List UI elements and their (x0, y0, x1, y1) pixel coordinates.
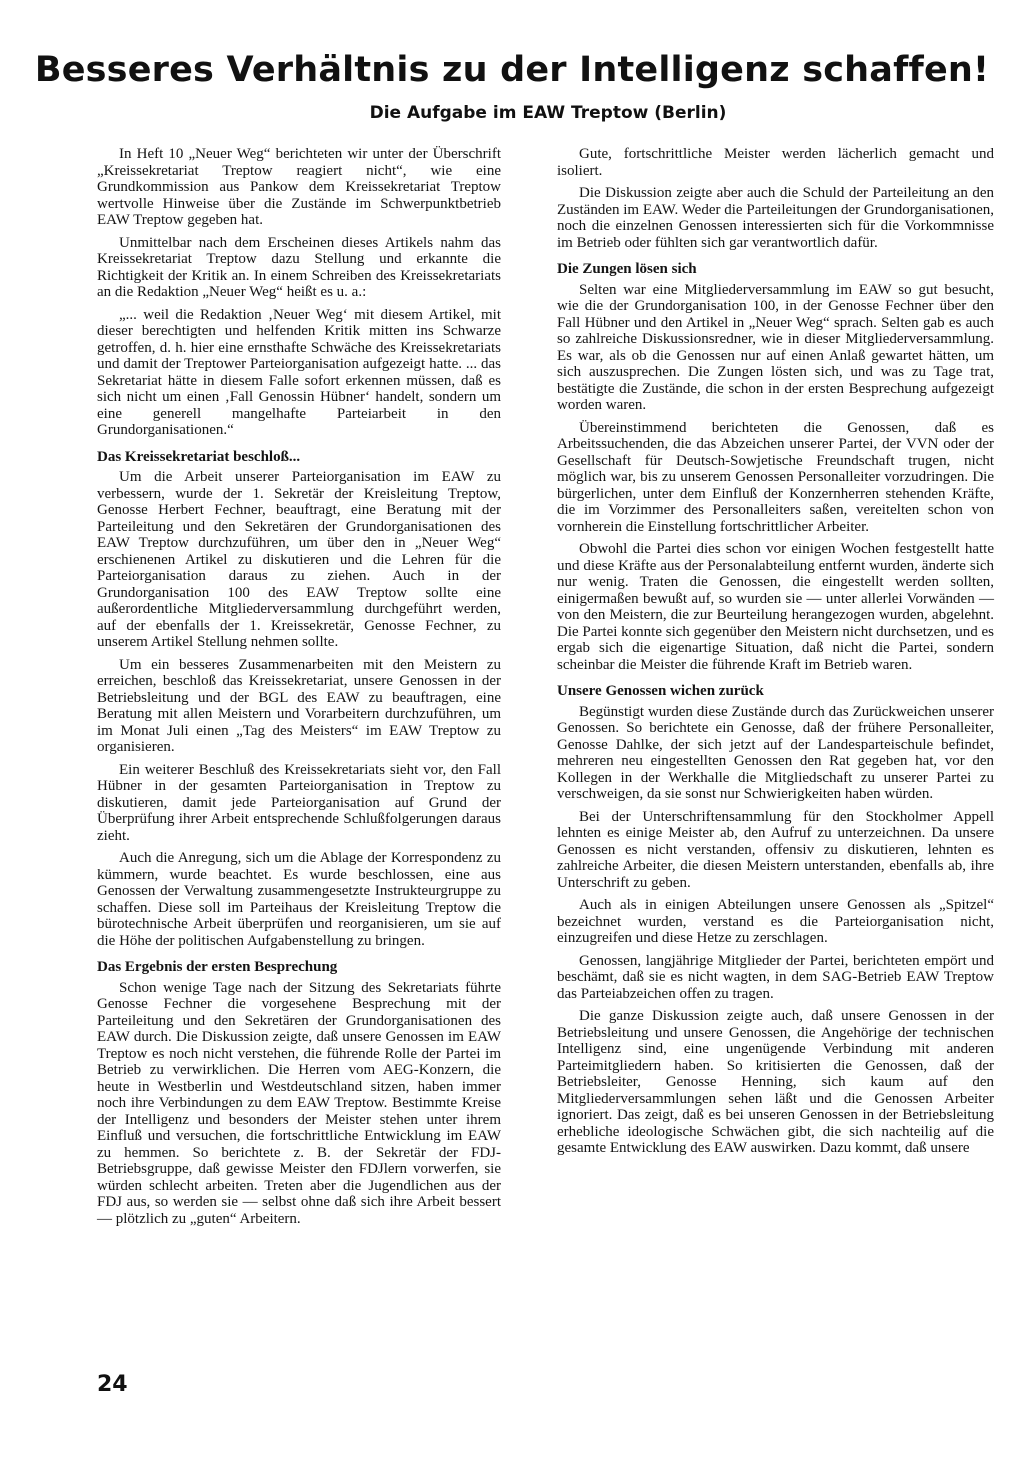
paragraph: Die ganze Diskussion zeigte auch, daß unsere Genossen in der Betriebsleitung und unsere Genossen, die Angehörige der technischen Intelligenz sind, eine ungenügende Verbindung mit anderen Parteimitgliedern haben. So kritisierten die Genossen, daß der Betriebsleiter, Genosse Henning, sich kaum auf den Mitgliederversammlungen sehen läßt und die Genossen Arbeiter ignoriert. Das zeigt, daß es bei unseren Genossen in der Betriebsleitung erhebliche ideologische Schwächen gibt, die sich nachteilig auf die gesamte Entwicklung des EAW auswirken. Dazu kommt, daß unsere (557, 1008, 994, 1156)
section-heading: Unsere Genossen wichen zurück (557, 683, 764, 699)
article-subtitle: Die Aufgabe im EAW Treptow (Berlin) (369, 103, 727, 123)
paragraph: Genossen, langjährige Mitglieder der Partei, berichteten empört und beschämt, daß sie es nicht wagten, in dem SAG-Betrieb EAW Treptow das Parteiabzeichen offen zu tragen. (557, 952, 994, 1002)
paragraph: Gute, fortschrittliche Meister werden lächerlich gemacht und isoliert. (557, 146, 994, 179)
paragraph: Obwohl die Partei dies schon vor einigen Wochen festgestellt hatte und diese Kräfte aus der Personalabteilung entfernt wurden, änderte sich nur wenig. Traten die Genossen, die eingestellt werden sollten, einigermaßen bewußt auf, so wurden sie — unter allerlei Vorwänden — von den Meistern, die zur Beurteilung herangezogen wurden, abgelehnt. Die Partei konnte sich gegenüber den Meistern nicht durchsetzen, und es ergab sich die eigenartige Situation, daß nicht die Partei, sondern scheinbar die Meister die führende Kraft im Betrieb waren. (557, 541, 994, 673)
paragraph: Selten war eine Mitgliederversammlung im EAW so gut besucht, wie die der Grundorganisation 100, in der Genosse Fechner über den Fall Hübner und den Artikel in „Neuer Weg“ sprach. Selten gab es auch so zahlreiche Diskussionsredner, wie in dieser Mitgliederversammlung. Es war, als ob die Genossen nur auf einen Anlaß gewartet hätten, um sich auszusprechen. Die Zungen lösten sich, und was zu Tage trat, bestätigte die Zustände, die schon in der ersten Besprechung aufgezeigt worden waren. (557, 281, 994, 413)
page-number: 24 (97, 1372, 128, 1397)
section-heading: Das Ergebnis der ersten Besprechung (97, 959, 338, 975)
quote-paragraph: „... weil die Redaktion ‚Neuer Weg‘ mit diesem Artikel, mit dieser berechtigten und helfenden Kritik mitten ins Schwarze getroffen, d. h. hier eine ernsthafte Schwäche des Kreissekretariats und damit der Treptower Parteiorganisation aufgezeigt hatte. ... das Sekretariat hätte in diesem Falle sofort erkennen müssen, daß es sich nicht um einen ‚Fall Genossin Hübner‘ handelt, sondern um eine generell mangelhafte Parteiarbeit in den Grundorganisationen.“ (97, 306, 501, 438)
section-heading: Die Zungen lösen sich (557, 261, 697, 277)
paragraph: Übereinstimmend berichteten die Genossen, daß es Arbeitssuchenden, die das Abzeichen unserer Partei, der VVN oder der Gesellschaft für Deutsch-Sowjetische Freundschaft trugen, nicht möglich war, bis zu unserem Genossen Personalleiter vorzudringen. Die bürgerlichen, unter dem Einfluß der Konzernherren stehenden Kräfte, die im Vorzimmer des Personalleiters saßen, vereitelten schon von vornherein die Einstellung fortschrittlicher Arbeiter. (557, 419, 994, 535)
article-title: Besseres Verhältnis zu der Intelligenz schaffen! (34, 50, 990, 90)
paragraph: In Heft 10 „Neuer Weg“ berichteten wir unter der Überschrift „Kreissekretariat Treptow reagiert nicht“, wie eine Grundkommission aus Pankow dem Kreissekretariat Treptow wertvolle Hinweise über die Zustände im Schwerpunktbetrieb EAW Treptow gegeben hat. (97, 146, 501, 228)
paragraph: Um ein besseres Zusammenarbeiten mit den Meistern zu erreichen, beschloß das Kreissekretariat, unsere Genossen in der Betriebsleitung und der BGL des EAW zu beauftragen, eine Beratung mit allen Meistern und Vorarbeitern durchzuführen, um im Monat Juli einen „Tag des Meisters“ im EAW Treptow zu organisieren. (97, 656, 501, 755)
paragraph: Um die Arbeit unserer Parteiorganisation im EAW zu verbessern, wurde der 1. Sekretär der Kreisleitung Treptow, Genosse Herbert Fechner, beauftragt, eine Beratung mit der Parteileitung und den Sekretären der Grundorganisationen des EAW Treptow durchzuführen, um über den in „Neuer Weg“ erschienenen Artikel zu diskutieren und die Lehren für die Parteiorganisation daraus zu ziehen. Auch in der Grundorganisation 100 des EAW Treptow sollte eine außerordentliche Mitgliederversammlung durchgeführt werden, auf der ebenfalls der 1. Kreissekretär, Genosse Fechner, zu unserem Artikel Stellung nehmen sollte. (97, 469, 501, 650)
right-text-column (557, 146, 994, 1163)
paragraph: Auch als in einigen Abteilungen unsere Genossen als „Spitzel“ bezeichnet wurden, verstand es die Parteiorganisation nicht, einzugreifen und diese Hetze zu zerschlagen. (557, 897, 994, 946)
paragraph: Unmittelbar nach dem Erscheinen dieses Artikels nahm das Kreissekretariat Treptow dazu Stellung und erkannte die Richtigkeit der Kritik an. In einem Schreiben des Kreissekretariats an die Redaktion „Neuer Weg“ heißt es u. a.: (97, 234, 501, 300)
paragraph: Schon wenige Tage nach der Sitzung des Sekretariats führte Genosse Fechner die vorgesehene Besprechung mit der Parteileitung und den Sekretären der Grundorganisationen des EAW durch. Die Diskussion zeigte, daß unsere Genossen im EAW Treptow es noch nicht verstehen, die führende Rolle der Partei im Betrieb zu verwirklichen. Die Herren vom AEG-Konzern, die heute in Westberlin und Westdeutschland sitzen, haben immer noch ihre Verbindungen zu dem EAW Treptow. Bestimmte Kreise der Intelligenz und besonders der Meister stehen unter ihrem Einfluß und versuchen, die fortschrittliche Entwicklung im EAW zu hemmen. So berichtete z. B. der Sekretär der FDJ-Betriebsgruppe, daß gewisse Meister den FDJlern vorwerfen, sie würden schlecht arbeiten. Treten aber die Jugendlichen aus der FDJ aus, so werden sie — selbst ohne daß sich ihre Arbeit bessert — plötzlich zu „guten“ Arbeitern. (97, 979, 501, 1227)
section-heading: Das Kreissekretariat beschloß... (97, 448, 301, 465)
paragraph: Auch die Anregung, sich um die Ablage der Korrespondenz zu kümmern, wurde beachtet. Es wurde beschlossen, eine aus Genossen der Verwaltung zusammengesetzte Instrukteurgruppe zu schaffen. Diese soll im Parteihaus der Kreisleitung Treptow die bürotechnische Arbeit überprüfen und reorganisieren, um sie auf die Höhe der politischen Aufgabenstellung zu bringen. (97, 850, 501, 949)
paragraph: Bei der Unterschriftensammlung für den Stockholmer Appell lehnten es einige Meister ab, den Aufruf zu unterzeichnen. Da unsere Genossen es nicht verstanden, offensiv zu diskutieren, lehnten es zahlreiche Arbeiter, die diesen Meistern unterstanden, ebenfalls ab, ihre Unterschrift zu geben. (557, 808, 994, 891)
left-text-column (97, 146, 501, 1233)
paragraph: Die Diskussion zeigte aber auch die Schuld der Parteileitung an den Zuständen im EAW. Weder die Parteileitungen der Grundorganisationen, noch die einzelnen Genossen interessierten sich für die Vorkommnisse im Betrieb oder fühlten sich gar verantwortlich dafür. (557, 185, 994, 251)
paragraph: Ein weiterer Beschluß des Kreissekretariats sieht vor, den Fall Hübner in der gesamten Parteiorganisation in Treptow zu diskutieren, damit jede Parteiorganisation auf Grund der Überprüfung ihrer Arbeit entsprechende Schlußfolgerungen daraus zieht. (97, 761, 501, 844)
paragraph: Begünstigt wurden diese Zustände durch das Zurückweichen unserer Genossen. So berichtete ein Genosse, daß der frühere Personalleiter, Genosse Dahlke, der sich jetzt auf der Landesparteischule befindet, mehreren neu eingestellten Genossen den Rat gegeben hat, vor den Kollegen in der Werkhalle die Mitgliedschaft zu unserer Partei zu verschweigen, da sie sonst nur Schwierigkeiten haben würden. (557, 703, 994, 802)
